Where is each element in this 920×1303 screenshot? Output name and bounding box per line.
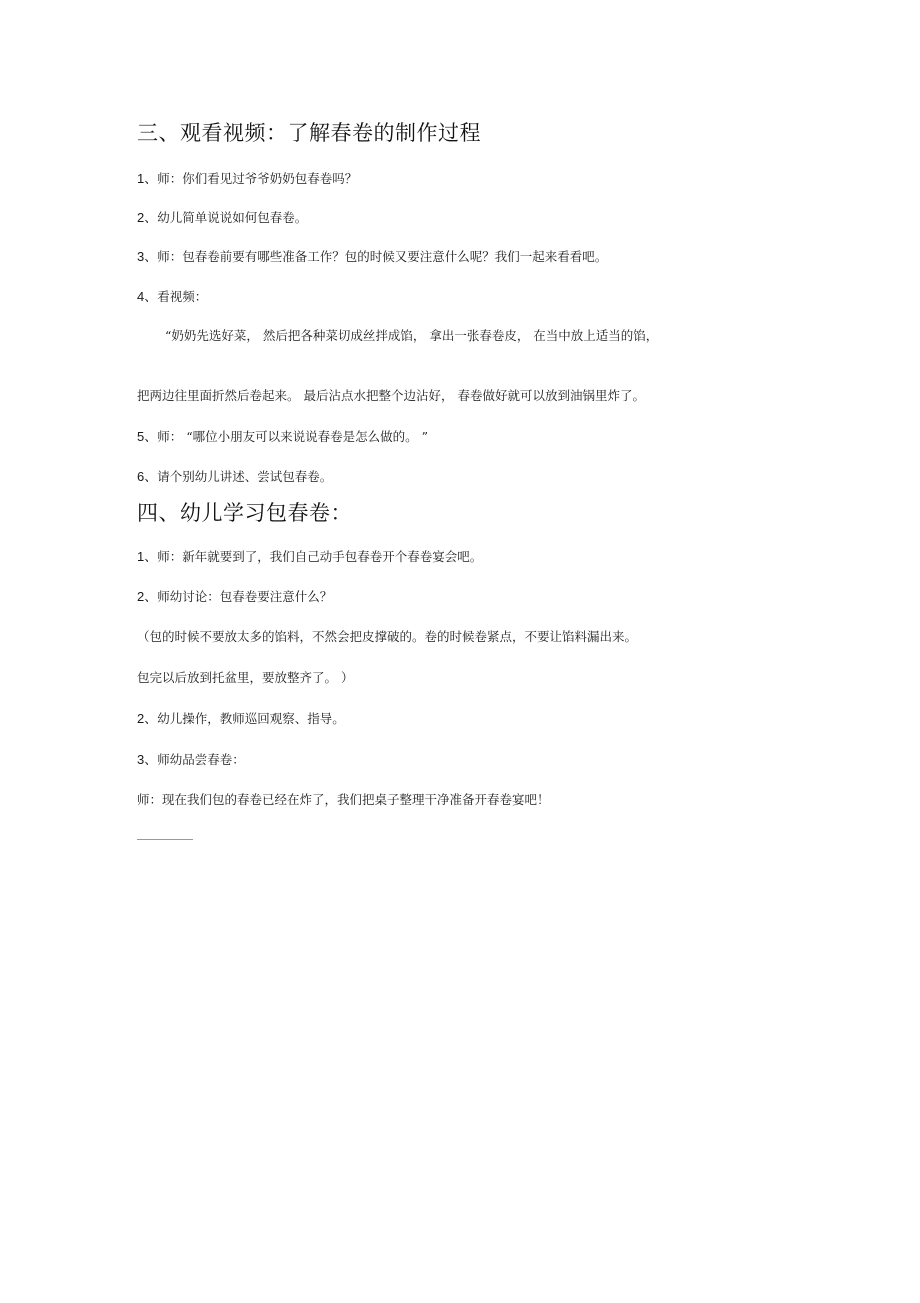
item-number: 5、	[137, 429, 158, 444]
item-number: 3、	[137, 249, 158, 264]
item-text: 师：你们看见过爷爷奶奶包春卷吗？	[157, 171, 358, 186]
item-number: 1、	[137, 549, 158, 564]
closing-line: 师：现在我们包的春卷已经在炸了，我们把桌子整理干净准备开春卷宴吧！	[137, 792, 550, 807]
item-text: 幼儿简单说说如何包春卷。	[157, 210, 308, 225]
section-3-item-1	[137, 170, 357, 187]
video-description-continued: 把两边往里面折然后卷起来。 最后沾点水把整个边沾好， 春卷做好就可以放到油锅里炸了。	[137, 388, 645, 403]
section-4-item-3	[137, 751, 245, 768]
item-text: 师幼讨论：包春卷要注意什么？	[157, 589, 333, 604]
item-text: 幼儿操作，教师巡回观察、指导。	[157, 711, 345, 726]
item-number: 2、	[137, 210, 158, 225]
section-4-item-2b	[137, 710, 345, 727]
section-3-item-2	[137, 209, 307, 226]
section-3-heading: 三、观看视频：了解春卷的制作过程	[137, 121, 481, 145]
section-3-item-4	[137, 288, 207, 305]
discussion-note-line-2: 包完以后放到托盆里，要放整齐了。 ）	[137, 670, 354, 685]
item-text: 看视频：	[157, 289, 208, 304]
item-text: 师：包春卷前要有哪些准备工作？包的时候又要注意什么呢？我们一起来看看吧。	[157, 249, 608, 264]
item-number: 2、	[137, 589, 158, 604]
video-description-paragraph: “奶奶先选好菜， 然后把各种菜切成丝拌成馅， 拿出一张春卷皮， 在当中放上适当的馅，	[165, 328, 659, 343]
item-number: 6、	[137, 469, 158, 484]
discussion-note-line-1: （包的时候不要放太多的馅料，不然会把皮撑破的。卷的时候卷紧点，不要让馅料漏出来。	[137, 629, 638, 644]
item-text: 师： “哪位小朋友可以来说说春卷是怎么做的。 ”	[157, 429, 428, 444]
section-3-item-5	[137, 428, 428, 445]
item-text: 师：新年就要到了，我们自己动手包春卷开个春卷宴会吧。	[157, 549, 483, 564]
section-4-heading: 四、幼儿学习包春卷：	[137, 501, 352, 525]
section-3-item-3	[137, 248, 607, 265]
footer-divider	[137, 839, 193, 840]
item-number: 3、	[137, 752, 158, 767]
item-text: 请个别幼儿讲述、尝试包春卷。	[157, 469, 333, 484]
item-number: 4、	[137, 289, 158, 304]
item-text: 师幼品尝春卷：	[157, 752, 245, 767]
section-4-item-2	[137, 588, 332, 605]
section-4-item-1	[137, 548, 482, 565]
item-number: 2、	[137, 711, 158, 726]
section-3-item-6	[137, 468, 332, 485]
item-number: 1、	[137, 171, 158, 186]
